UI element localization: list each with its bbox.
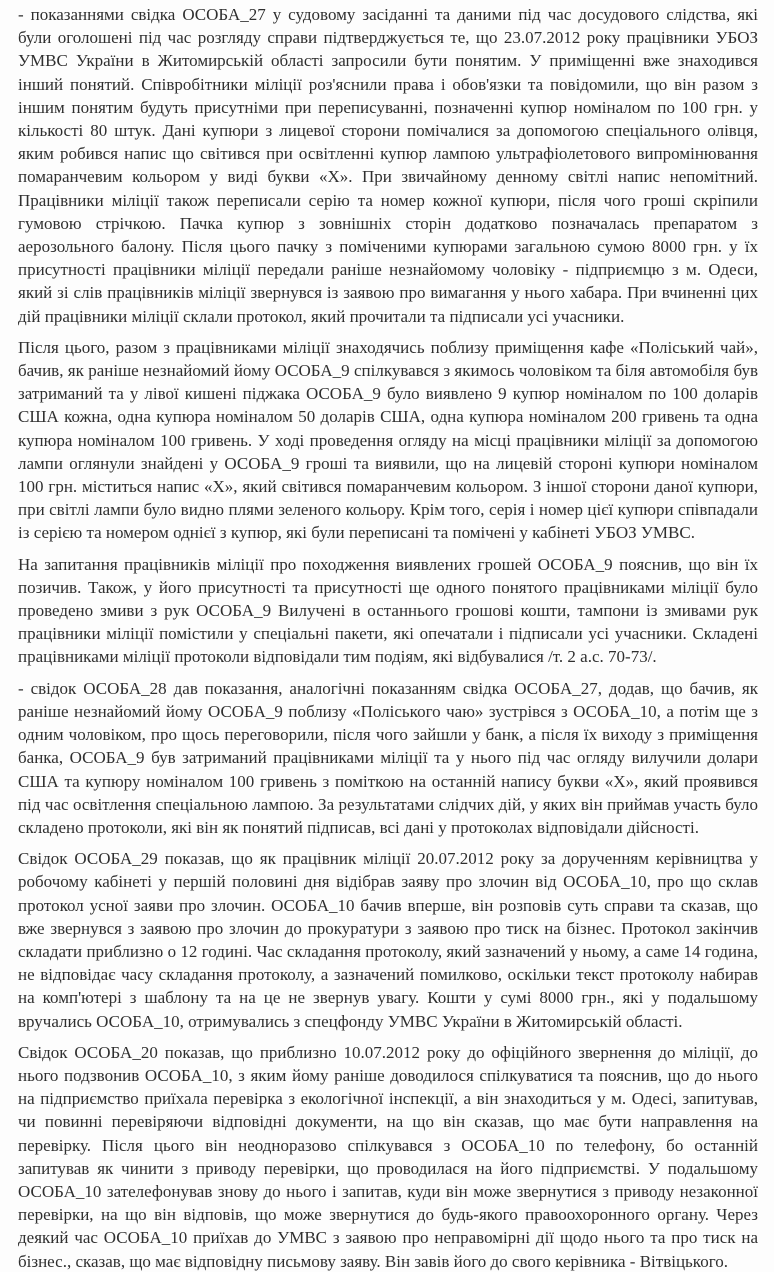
paragraph-money-origin-swabs: На запитання працівників міліції про походження виявлених грошей ОСОБА_9 пояснив, що він їх позичив. Також, у його присутності та присутності ще одного понятого працівниками міліції було проведено змиви з рук ОСОБА_9 Вилучені в останнього грошові кошти, тампони із змивами рук працівники міліції помістили у спеціальні пакети, які опечатали і підписали усі учасники. Складені працівниками міліції протоколи відповідали тим подіям, які відбувалися /т. 2 а.с. 70-73/. <box>18 554 758 667</box>
paragraph-testimony-witness-29: Свідок ОСОБА_29 показав, що як працівник міліції 20.07.2012 року за дорученням керівництва у робочому кабінеті у першій половині дня відібрав заяву про злочин від ОСОБА_10, про що склав протокол усної заяви про злочин. ОСОБА_10 бачив вперше, він розповів суть справи та сказав, що вже звернувся з заявою про злочин до прокуратури з заявою про тиск на бізнес. Протокол закінчив складати приблизно о 12 годині. Час складання протоколу, який зазначений у ньому, а саме 14 година, не відповідає часу складання протоколу, а зазначений помилково, оскільки текст протоколу набирав на комп'ютері з шаблону та на це не звернув увагу. Кошти у сумі 8000 грн., які у подальшому вручались ОСОБА_10, отримувались з спецфонду УМВС України в Житомирській області. <box>18 849 758 1031</box>
paragraph-testimony-witness-27: - показаннями свідка ОСОБА_27 у судовому засіданні та даними під час досудового слідства, які були оголошені під час розгляду справи підтверджується те, що 23.07.2012 року працівники УБОЗ УМВС України в Житомирській області запросили бути понятим. У приміщенні вже знаходився інший понятий. Співробітники міліції роз'яснили права і обов'язки та повідомили, що він разом з іншим понятим будуть присутніми при переписуванні, позначенні купюр номіналом по 100 грн. у кількості 80 штук. Дані купюри з лицевої сторони помічалися за допомогою спеціального олівця, яким робився напис що світився при освітленні купюр лампою ультрафіолетового випромінювання помаранчевим кольором у виді букви «Х». При звичайному денному світлі напис непомітний. Працівники міліції також переписали серію та номер кожної купюри, після чого гроші скріпили гумовою стрічкою. Пачка купюр з зовнішніх сторін додатково позначалась препаратом з аерозольного балону. Після цього пачку з поміченими купюрами загальною сумою 8000 грн. у їх присутності працівники міліції передали раніше незнайомому чоловіку - підприємцю з м. Одеси, який зі слів працівників міліції звернувся із заявою про вимагання у нього хабара. При вчиненні цих дій працівники міліції склали протокол, який прочитали та підписали усі учасники. <box>18 5 758 326</box>
paragraph-testimony-witness-20: Свідок ОСОБА_20 показав, що приблизно 10.07.2012 року до офіційного звернення до міліції, до нього подзвонив ОСОБА_10, з яким йому раніше доводилося спілкуватися та пояснив, що до нього на підприємство приїхала перевірка з екологічної інспекції, а він знаходиться у м. Одесі, запитував, чи повинні перевіряючи відповідні документи, на що він сказав, що має бути направлення на перевірку. Після цього він неодноразово спілкувався з ОСОБА_10 по телефону, бо останній запитував як чинити з приводу перевірки, що проводилася на його підприємстві. У подальшому ОСОБА_10 зателефонував знову до нього і запитав, куди він може звернутися з приводу незаконної перевірки, на що він відповів, що може звернутися до будь-якого правоохоронного органу. Через деякий час ОСОБА_10 приїхав до УМВС з заявою про неправомірні дії щодо нього та про тиск на бізнес., сказав, що має відповідну письмову заяву. Він завів його до свого керівника - Вітвіцького. <box>18 1042 758 1271</box>
paragraph-testimony-witness-28: - свідок ОСОБА_28 дав показання, аналогічні показанням свідка ОСОБА_27, додав, що бачив, як раніше незнайомий йому ОСОБА_9 поблизу «Поліського чаю» зустрівся з ОСОБА_10, а потім ще з одним чоловіком, про щось переговорили, після чого зайшли у банк, а після їх виходу з приміщення банка, ОСОБА_9 був затриманий працівниками міліції та у нього під час огляду вилучили долари США та купюру номіналом 100 гривень з поміткою на останній напису букви «Х», який проявився під час освітлення спеціальною лампою. За результатами слідчих дій, у яких він приймав участь було складено протоколи, які він як понятий підписав, всі дані у протоколах відповідали дійсності. <box>18 678 758 837</box>
paragraph-cafe-detention: Після цього, разом з працівниками міліції знаходячись поблизу приміщення кафе «Поліський чай», бачив, як раніше незнайомий йому ОСОБА_9 спілкувався з якимось чоловіком та біля автомобіля був затриманий та у лівої кишені піджака ОСОБА_9 було виявлено 9 купюр номіналом по 100 доларів США кожна, одна купюра номіналом 50 доларів США, одна купюра номіналом 200 гривень та одна купюра номіналом 100 гривень. У ході проведення огляду на місці працівники міліції за допомогою лампи оглянули знайдені у ОСОБА_9 гроші та виявили, що на лицевій стороні купюри номіналом 100 грн. міститься напис «Х», який світився помаранчевим кольором. З іншої сторони даної купюри, при світлі лампи було видно плями зеленого кольору. Крім того, серія і номер цієї купюри співпадали із серією та номером однієї з купюр, які були переписані та помічені у кабінеті УБОЗ УМВС. <box>18 337 758 543</box>
